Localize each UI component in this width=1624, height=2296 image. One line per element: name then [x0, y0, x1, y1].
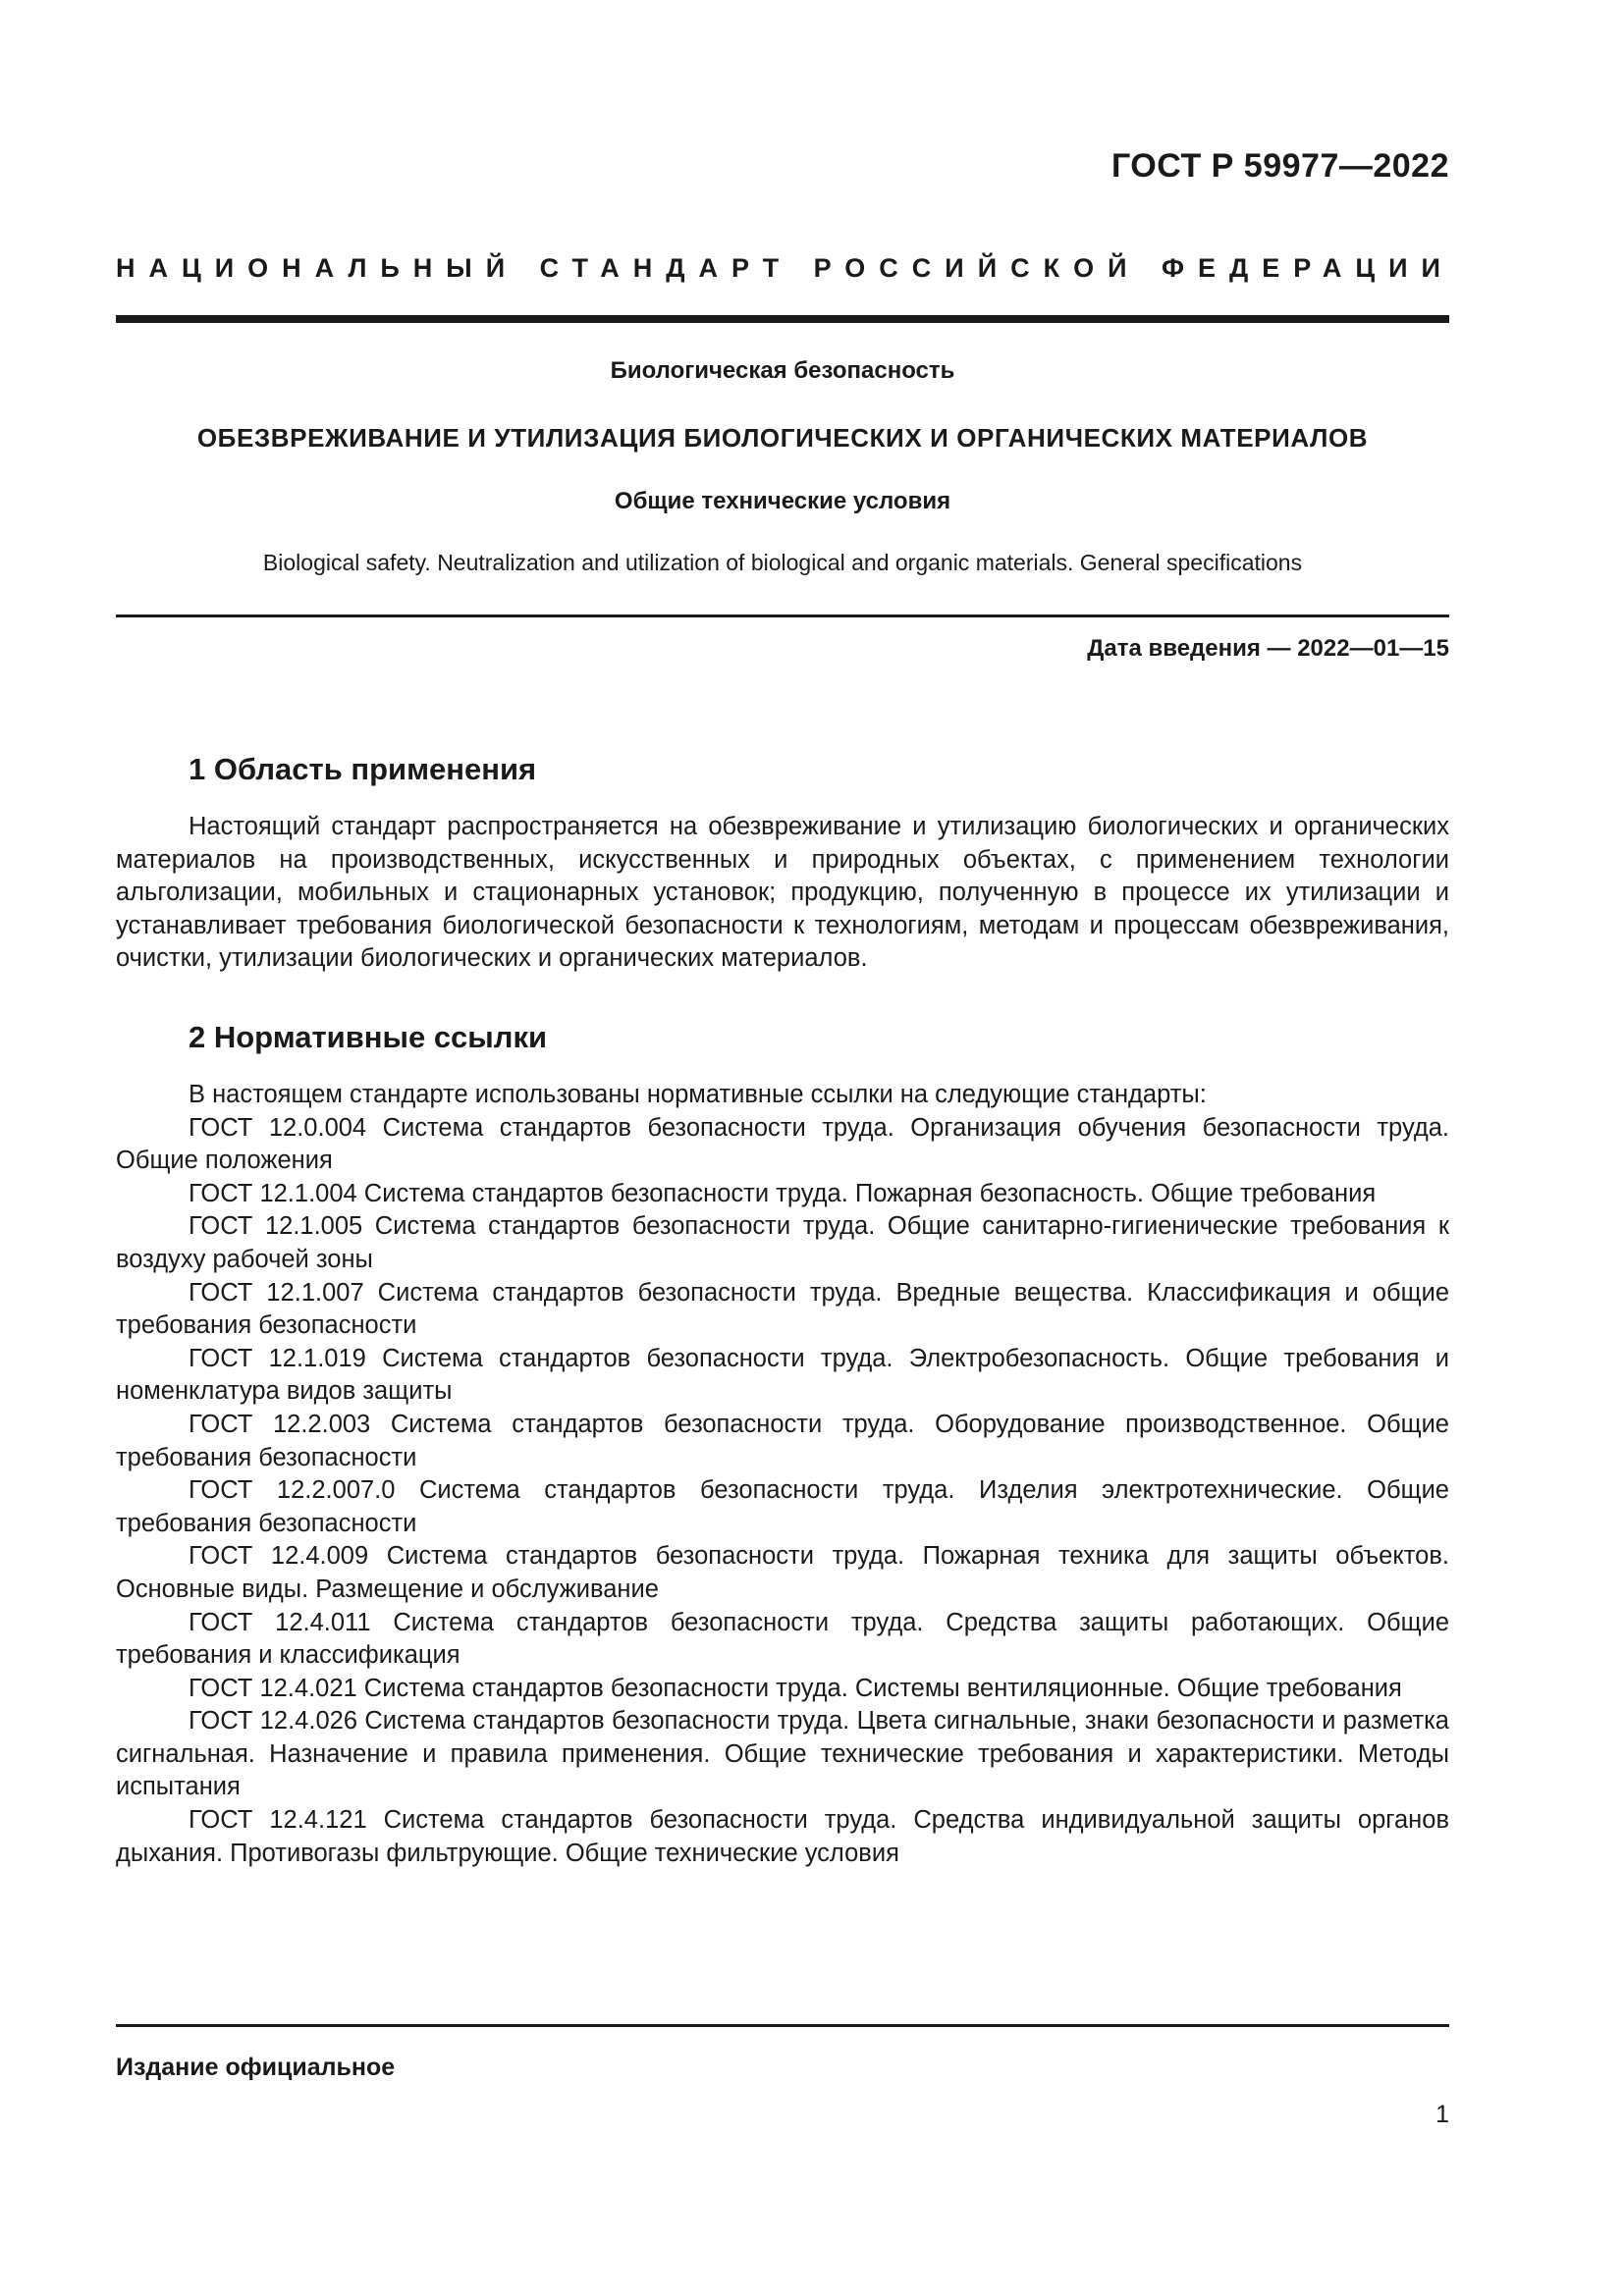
reference-item: ГОСТ 12.2.007.0 Система стандартов безопасности труда. Изделия электротехнические. Общие требования безопасности — [116, 1476, 1449, 1537]
reference-item: ГОСТ 12.4.009 Система стандартов безопасности труда. Пожарная техника для защиты объектов. Основные виды. Размещение и обслуживание — [116, 1542, 1449, 1603]
document-number: ГОСТ Р 59977—2022 — [1110, 147, 1449, 185]
reference-item: ГОСТ 12.4.121 Система стандартов безопасности труда. Средства индивидуальной защиты органов дыхания. Противогазы фильтрующие. Общие технические условия — [116, 1806, 1449, 1867]
english-title: Biological safety. Neutralization and utilization of biological and organic materials. General specifications — [262, 550, 1303, 575]
reference-item: ГОСТ 12.1.004 Система стандартов безопасности труда. Пожарная безопасность. Общие требования — [189, 1179, 1377, 1207]
section-scope-body — [116, 811, 1449, 976]
reference-item: ГОСТ 12.1.005 Система стандартов безопасности труда. Общие санитарно-гигиенические требования к воздуху рабочей зоны — [116, 1212, 1449, 1273]
official-edition-label: Издание официальное — [116, 2054, 396, 2081]
national-standard-banner: НАЦИОНАЛЬНЫЙ СТАНДАРТ РОССИЙСКОЙ ФЕДЕРАЦИИ — [116, 253, 1454, 283]
reference-item: ГОСТ 12.4.011 Система стандартов безопасности труда. Средства защиты работающих. Общие требования и классификация — [116, 1608, 1449, 1670]
reference-item: ГОСТ 12.4.021 Система стандартов безопасности труда. Системы вентиляционные. Общие требования — [189, 1674, 1402, 1702]
reference-item: ГОСТ 12.4.026 Система стандартов безопасности труда. Цвета сигнальные, знаки безопасности и разметка сигнальная. Назначение и правила применения. Общие технические требования и характеристики. Методы испытания — [116, 1707, 1449, 1801]
header-divider — [116, 315, 1449, 323]
references-intro: В настоящем стандарте использованы нормативные ссылки на следующие стандарты: — [189, 1081, 1207, 1108]
reference-item: ГОСТ 12.2.003 Система стандартов безопасности труда. Оборудование производственное. Общие требования безопасности — [116, 1410, 1449, 1471]
standard-field: Биологическая безопасность — [610, 357, 955, 384]
section-heading-references: 2 Нормативные ссылки — [189, 1020, 548, 1054]
scope-paragraph: Настоящий стандарт распространяется на обезвреживание и утилизацию биологических и органических материалов на производственных, искусственных и природных объектах, с применением технологии альголизации, мобильных и стационарных установок; продукцию, полученную в процессе их утилизации и устанавливает требования биологической безопасности к технологиям, методам и процессам обезвреживания, очистки, утилизации биологических и органических материалов. — [116, 813, 1449, 973]
reference-item: ГОСТ 12.1.019 Система стандартов безопасности труда. Электробезопасность. Общие требования и номенклатура видов защиты — [116, 1344, 1449, 1406]
footer-divider — [116, 2024, 1449, 2027]
introduction-date: Дата введения — 2022—01—15 — [1087, 635, 1449, 662]
document-subtitle: Общие технические условия — [614, 488, 951, 514]
reference-item: ГОСТ 12.0.004 Система стандартов безопасности труда. Организация обучения безопасности труда. Общие положения — [116, 1113, 1449, 1175]
document-title: ОБЕЗВРЕЖИВАНИЕ И УТИЛИЗАЦИЯ БИОЛОГИЧЕСКИХ И ОРГАНИЧЕСКИХ МАТЕРИАЛОВ — [196, 423, 1369, 453]
section-heading-scope: 1 Область применения — [189, 752, 537, 786]
page-number: 1 — [1435, 2101, 1449, 2128]
reference-item: ГОСТ 12.1.007 Система стандартов безопасности труда. Вредные вещества. Классификация и общие требования безопасности — [116, 1278, 1449, 1340]
title-divider — [116, 614, 1449, 617]
references-list — [116, 1079, 1449, 1870]
